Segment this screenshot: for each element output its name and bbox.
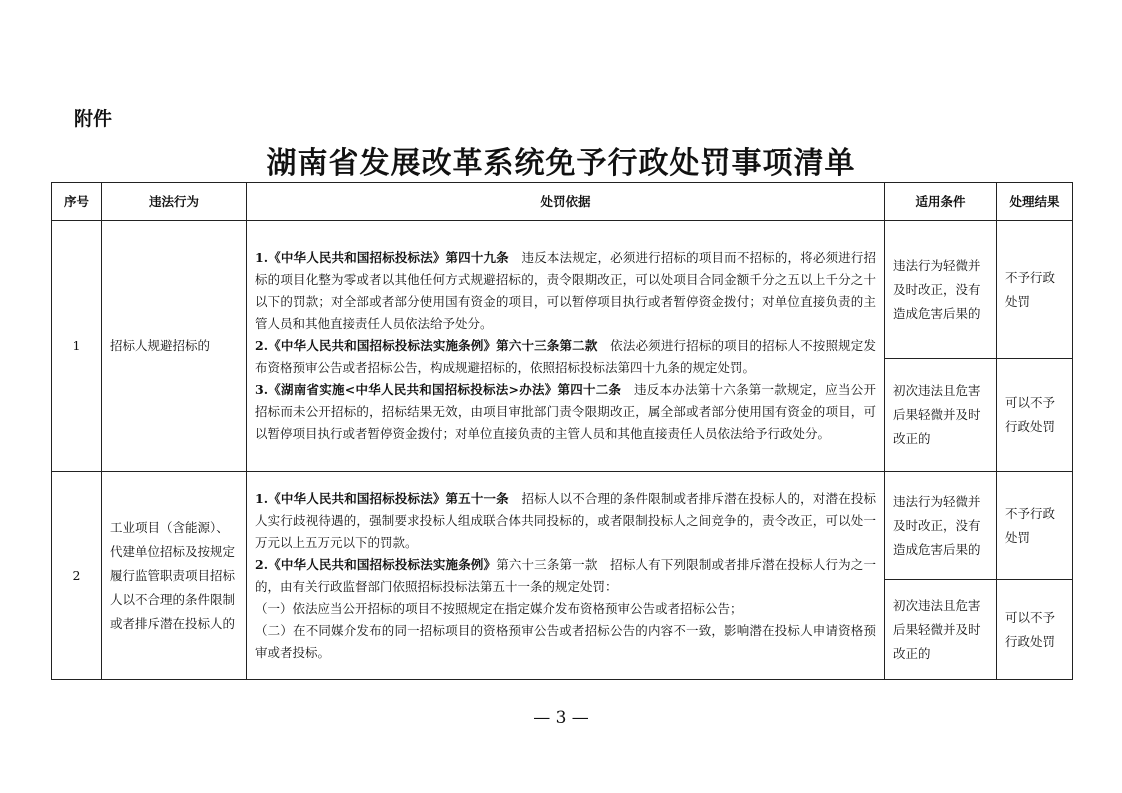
applicable-condition: 初次违法且危害后果轻微并及时改正的 — [885, 580, 997, 680]
violation-behavior: 招标人规避招标的 — [102, 221, 247, 472]
basis-clause: 1.《中华人民共和国招标投标法》第五十一条 招标人以不合理的条件限制或者排斥潜在投标人的，对潜在投标人实行歧视待遇的，强制要求投标人组成联合体共同投标的，或者限制投标人之间竞争的，责令改正，可以处一万元以上五万元以下的罚款。 — [255, 490, 876, 550]
handling-result: 可以不予行政处罚 — [997, 580, 1073, 680]
document-title: 湖南省发展改革系统免予行政处罚事项清单 — [266, 146, 856, 181]
header-no: 序号 — [52, 183, 102, 221]
page-number: — 3 — — [533, 708, 589, 728]
table-header-row — [52, 183, 1073, 221]
basis-clause: 3.《湖南省实施<中华人民共和国招标投标法>办法》第四十二条 违反本办法第十六条第一款规定，应当公开招标而未公开招标的，招标结果无效，由项目审批部门责令限期改正，属全部或者部分使用国有资金的项目，可以暂停项目执行或者暂停资金拨付；对单位直接负责的主管人员和其他直接责任人员依法给予行政处分。 — [255, 382, 876, 441]
basis-item: （一）依法应当公开招标的项目不按照规定在指定媒介发布资格预审公告或者招标公告； — [255, 600, 743, 616]
header-result: 处理结果 — [997, 183, 1073, 221]
row-number: 2 — [52, 472, 102, 680]
handling-result: 不予行政处罚 — [997, 472, 1073, 580]
table-row — [52, 472, 1073, 580]
penalty-exemption-table — [51, 182, 1073, 680]
penalty-basis — [247, 472, 885, 680]
basis-clause: 2.《中华人民共和国招标投标法实施条例》第六十三条第一款 招标人有下列限制或者排斥潜在投标人行为之一的，由有关行政监督部门依照招标投标法第五十一条的规定处罚： — [255, 556, 876, 594]
basis-item: （二）在不同媒介发布的同一招标项目的资格预审公告或者招标公告的内容不一致，影响潜在投标人申请资格预审或者投标。 — [255, 622, 876, 660]
table-row — [52, 221, 1073, 359]
applicable-condition: 违法行为轻微并及时改正，没有造成危害后果的 — [885, 221, 997, 359]
penalty-basis — [247, 221, 885, 472]
header-behavior: 违法行为 — [102, 183, 247, 221]
applicable-condition: 初次违法且危害后果轻微并及时改正的 — [885, 359, 997, 472]
row-number: 1 — [52, 221, 102, 472]
basis-clause: 2.《中华人民共和国招标投标法实施条例》第六十三条第二款 依法必须进行招标的项目的招标人不按照规定发布资格预审公告或者招标公告，构成规避招标的，依照招标投标法第四十九条的规定处罚。 — [255, 338, 876, 375]
violation-behavior: 工业项目（含能源）、代建单位招标及按规定履行监管职责项目招标人以不合理的条件限制或者排斥潜在投标人的 — [102, 472, 247, 680]
header-basis: 处罚依据 — [247, 183, 885, 221]
handling-result: 可以不予行政处罚 — [997, 359, 1073, 472]
applicable-condition: 违法行为轻微并及时改正，没有造成危害后果的 — [885, 472, 997, 580]
handling-result: 不予行政处罚 — [997, 221, 1073, 359]
basis-clause: 1.《中华人民共和国招标投标法》第四十九条 违反本法规定，必须进行招标的项目而不招标的，将必须进行招标的项目化整为零或者以其他任何方式规避招标的，责令限期改正，可以处项目合同金额千分之五以上千分之十以下的罚款；对全部或者部分使用国有资金的项目，可以暂停项目执行或者暂停资金拨付；对单位直接负责的主管人员和其他直接责任人员依法给予处分。 — [255, 250, 876, 331]
header-condition: 适用条件 — [885, 183, 997, 221]
attachment-label: 附件 — [74, 108, 113, 130]
